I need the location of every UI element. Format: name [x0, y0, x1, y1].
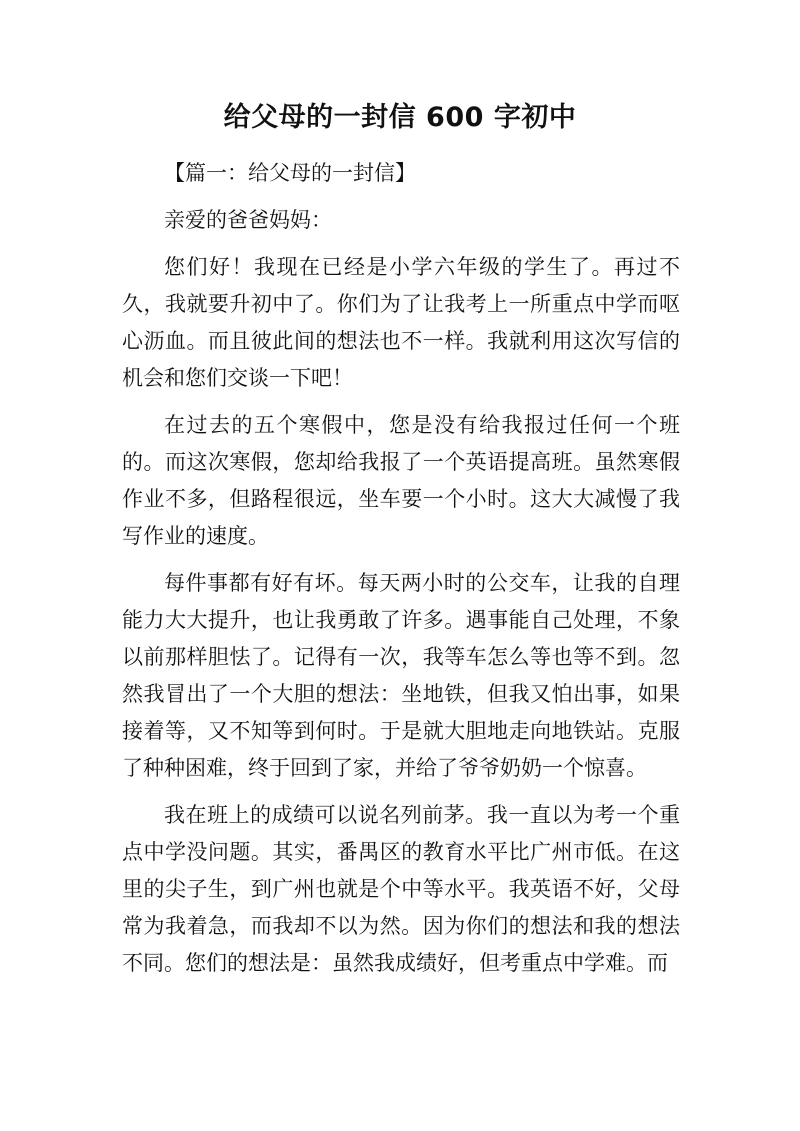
paragraph-1: 您们好！我现在已经是小学六年级的学生了。再过不久，我就要升初中了。你们为了让我考上一所重点中学而呕心沥血。而且彼此间的想法也不一样。我就利用这次写信的机会和您们交谈一下吧！	[122, 255, 680, 390]
paragraph-4: 我在班上的成绩可以说名列前茅。我一直以为考一个重点中学没问题。其实，番禺区的教育水平比广州市低。在这里的尖子生，到广州也就是个中等水平。我英语不好，父母常为我着急，而我却不以为然。因为你们的想法和我的想法不同。您们的想法是：虽然我成绩好，但考重点中学难。而	[122, 803, 680, 975]
paragraph-2: 在过去的五个寒假中，您是没有给我报过任何一个班的。而这次寒假，您却给我报了一个英语提高班。虽然寒假作业不多，但路程很远，坐车要一个小时。这大大减慢了我写作业的速度。	[122, 413, 680, 548]
document-body	[122, 155, 680, 992]
greeting-line: 亲爱的爸爸妈妈：	[164, 208, 332, 232]
document-title: 给父母的一封信 600 字初中	[223, 102, 577, 133]
section-heading: 【篇一：给父母的一封信】	[164, 161, 416, 185]
paragraph-3: 每件事都有好有坏。每天两小时的公交车，让我的自理能力大大提升，也让我勇敢了许多。遇事能自己处理，不象以前那样胆怯了。记得有一次，我等车怎么等也等不到。忽然我冒出了一个大胆的想法：坐地铁，但我又怕出事，如果接着等，又不知等到何时。于是就大胆地走向地铁站。克服了种种困难，终于回到了家，并给了爷爷奶奶一个惊喜。	[122, 571, 680, 780]
